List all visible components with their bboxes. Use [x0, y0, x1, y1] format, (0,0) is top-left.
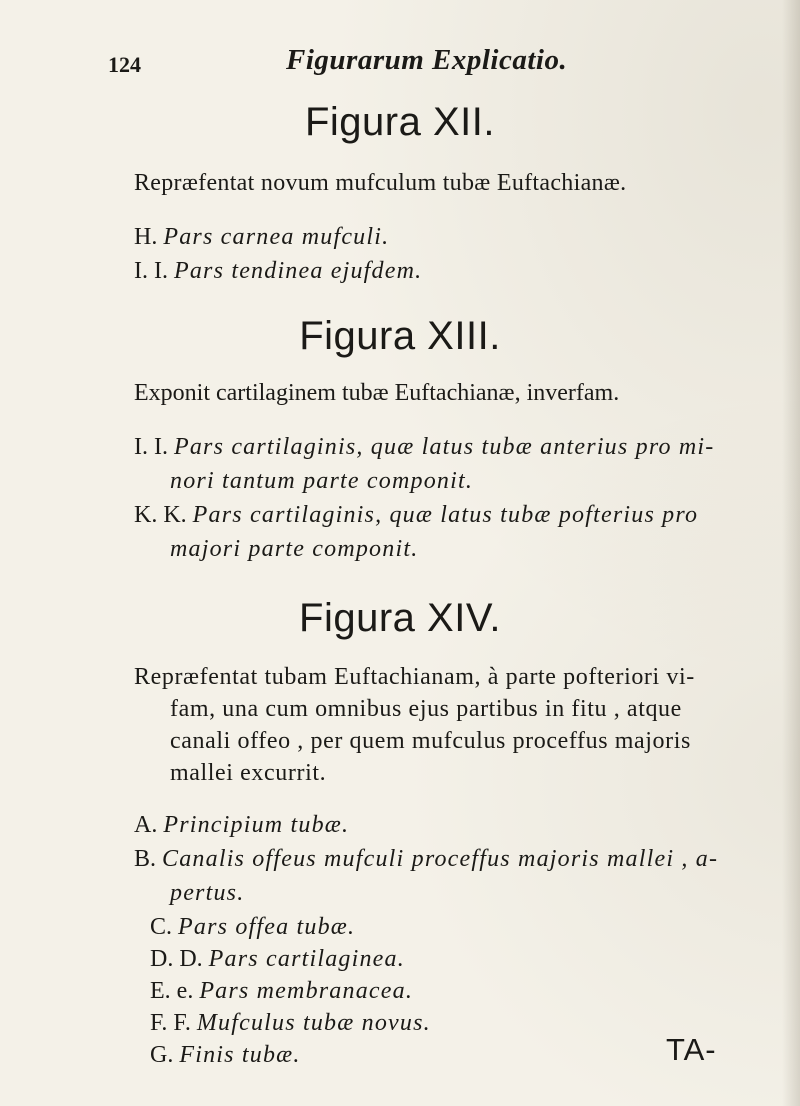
legend-key: G. — [150, 1042, 174, 1068]
legend-text: Principium tubæ. — [163, 812, 350, 838]
figure-14-legend-a — [134, 812, 349, 839]
legend-text: Mufculus tubæ novus. — [196, 1010, 431, 1036]
figure-14-legend-d — [150, 946, 405, 973]
figure-12-description: Repræfentat novum mufculum tubæ Euftachianæ. — [134, 170, 627, 196]
figure-13-legend-k-line1 — [134, 502, 698, 529]
legend-key: I. I. — [134, 434, 168, 460]
legend-text: Pars membranacea. — [199, 978, 414, 1004]
legend-key: K. K. — [134, 502, 187, 528]
figure-14-legend-b — [134, 846, 718, 873]
figure-14-legend-e — [150, 978, 413, 1005]
legend-key: E. e. — [150, 978, 194, 1004]
legend-key: D. D. — [150, 946, 203, 972]
figure-14-description-line-2: fam, una cum omnibus ejus partibus in fitu , atque — [170, 696, 682, 722]
figure-14-legend-c — [150, 914, 355, 941]
legend-text: Pars tendinea ejufdem. — [173, 258, 423, 284]
legend-text: Pars cartilaginis, quæ latus tubæ anterius pro mi- — [173, 434, 715, 460]
figure-13-legend-i-line2 — [170, 468, 473, 495]
legend-key: B. — [134, 846, 157, 872]
legend-text: Pars cartilaginis, quæ latus tubæ pofterius pro — [192, 502, 699, 528]
figure-14-heading: Figura XIV. — [299, 596, 501, 640]
figure-14-legend-f — [150, 1010, 431, 1037]
legend-text: Canalis offeus mufculi proceffus majoris mallei , a- — [162, 846, 719, 872]
legend-text-continued: pertus. — [170, 880, 245, 906]
page-edge-shadow — [782, 0, 800, 1106]
figure-14-legend-b-continued — [170, 880, 244, 907]
figure-13-heading: Figura XIII. — [299, 314, 501, 358]
legend-key: A. — [134, 812, 158, 838]
legend-text: Pars offea tubæ. — [178, 914, 356, 940]
figure-14-legend-g — [150, 1042, 301, 1069]
legend-text: Pars cartilaginea. — [208, 946, 405, 972]
legend-key: F. F. — [150, 1010, 191, 1036]
legend-key: H. — [134, 224, 158, 250]
figure-14-description-line-1: Repræfentat tubam Euftachianam, à parte pofteriori vi- — [134, 664, 695, 690]
figure-12-heading: Figura XII. — [304, 100, 495, 144]
figure-13-legend-k-line2 — [170, 536, 418, 563]
figure-13-description: Exponit cartilaginem tubæ Euftachianæ, inverfam. — [134, 380, 620, 406]
legend-text: Pars carnea mufculi. — [163, 224, 390, 250]
figure-14-description-line-4: mallei excurrit. — [170, 760, 327, 786]
figure-14-description-line-3: canali offeo , per quem mufculus proceffus majoris — [170, 728, 691, 754]
figure-13-legend-i-line1 — [134, 434, 714, 461]
legend-text-continued: majori parte componit. — [170, 536, 419, 562]
catchword: TA- — [666, 1032, 717, 1067]
running-title: Figurarum Explicatio. — [286, 44, 568, 76]
page-number: 124 — [108, 52, 141, 77]
legend-text-continued: nori tantum parte componit. — [170, 468, 474, 494]
figure-12-legend-i — [134, 258, 422, 285]
legend-key: C. — [150, 914, 173, 940]
legend-text: Finis tubæ. — [179, 1042, 301, 1068]
legend-key: I. I. — [134, 258, 168, 284]
running-head — [108, 44, 768, 84]
figure-12-legend-h — [134, 224, 389, 251]
